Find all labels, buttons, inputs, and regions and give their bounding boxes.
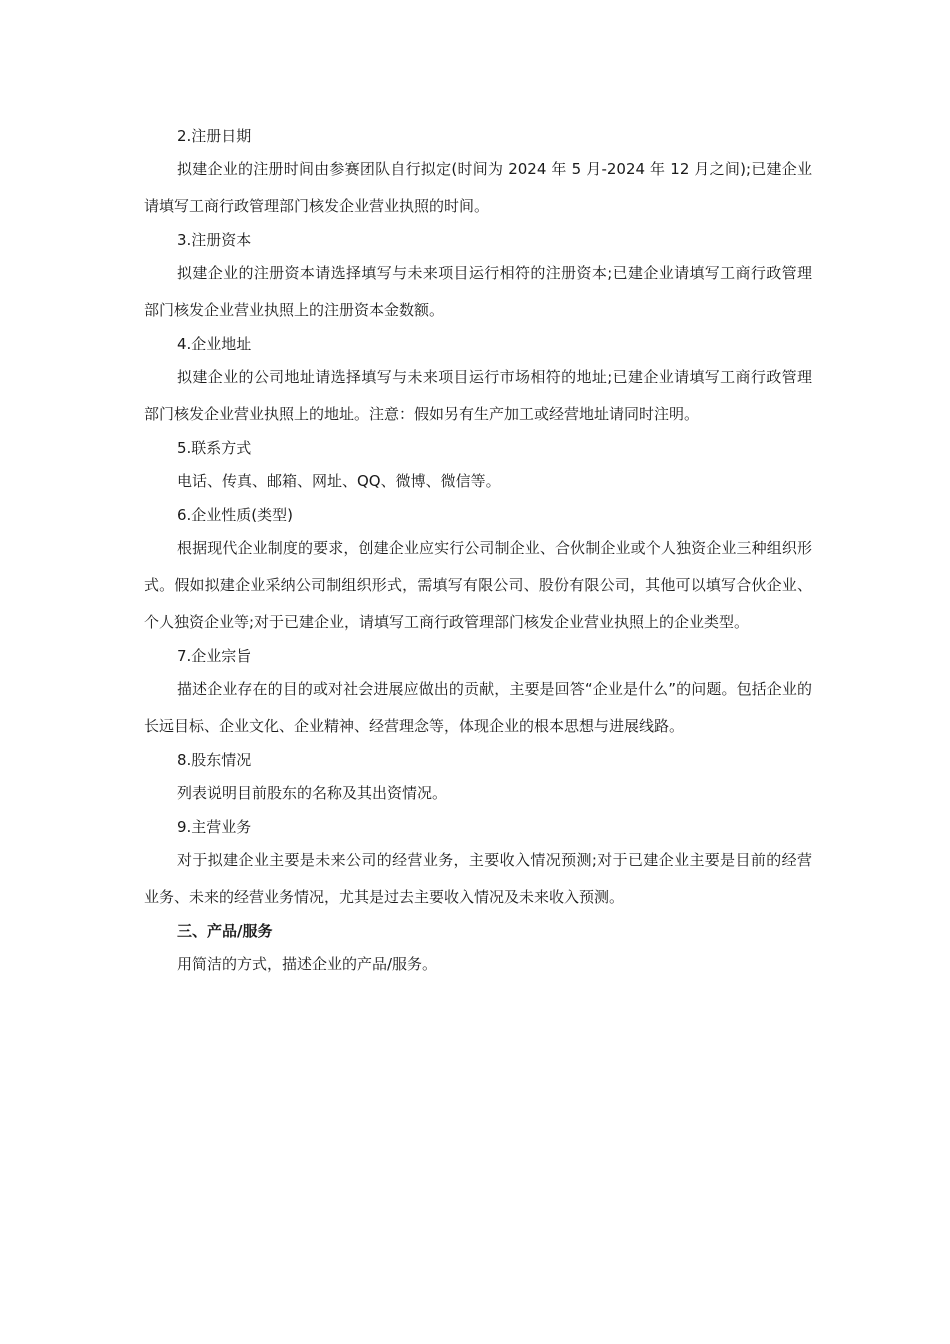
section-text-contact-info: 电话、传真、邮箱、网址、QQ、微博、微信等。 [177,472,501,490]
section-heading-main-business: 9.主营业务 [177,818,252,836]
section-text-registered-capital: 拟建企业的注册资本请选择填写与未来项目运行相符的注册资本;已建企业请填写工商行政管理部门核发企业营业执照上的注册资本金数额。 [144,264,812,319]
section-text-company-mission: 描述企业存在的目的或对社会进展应做出的贡献，主要是回答“企业是什么”的问题。包括企业的长远目标、企业文化、企业精神、经营理念等，体现企业的根本思想与进展线路。 [144,680,812,735]
section-heading-registered-capital: 3.注册资本 [177,231,252,249]
document-body [144,124,812,986]
section-text-company-type: 根据现代企业制度的要求，创建企业应实行公司制企业、合伙制企业或个人独资企业三种组织形式。假如拟建企业采纳公司制组织形式，需填写有限公司、股份有限公司，其他可以填写合伙企业、个人独资企业等;对于已建企业，请填写工商行政管理部门核发企业营业执照上的企业类型。 [144,539,812,631]
section-heading-company-address: 4.企业地址 [177,335,252,353]
section-heading-contact-info: 5.联系方式 [177,439,252,457]
section-text-registration-date: 拟建企业的注册时间由参赛团队自行拟定(时间为 2024 年 5 月-2024 年 12 月之间);已建企业请填写工商行政管理部门核发企业营业执照的时间。 [144,160,812,215]
section-text-main-business: 对于拟建企业主要是未来公司的经营业务，主要收入情况预测;对于已建企业主要是目前的经营业务、未来的经营业务情况，尤其是过去主要收入情况及未来收入预测。 [144,851,812,906]
section-text-company-address: 拟建企业的公司地址请选择填写与未来项目运行市场相符的地址;已建企业请填写工商行政管理部门核发企业营业执照上的地址。注意：假如另有生产加工或经营地址请同时注明。 [144,368,812,423]
section-heading-registration-date: 2.注册日期 [177,127,252,145]
section-heading-company-type: 6.企业性质(类型) [177,506,294,524]
section-text-shareholders: 列表说明目前股东的名称及其出资情况。 [177,784,448,802]
section-text-products-services: 用简洁的方式，描述企业的产品/服务。 [177,955,438,973]
section-heading-shareholders: 8.股东情况 [177,751,252,769]
section-heading-company-mission: 7.企业宗旨 [177,647,252,665]
section-heading-products-services: 三、产品/服务 [177,922,273,940]
